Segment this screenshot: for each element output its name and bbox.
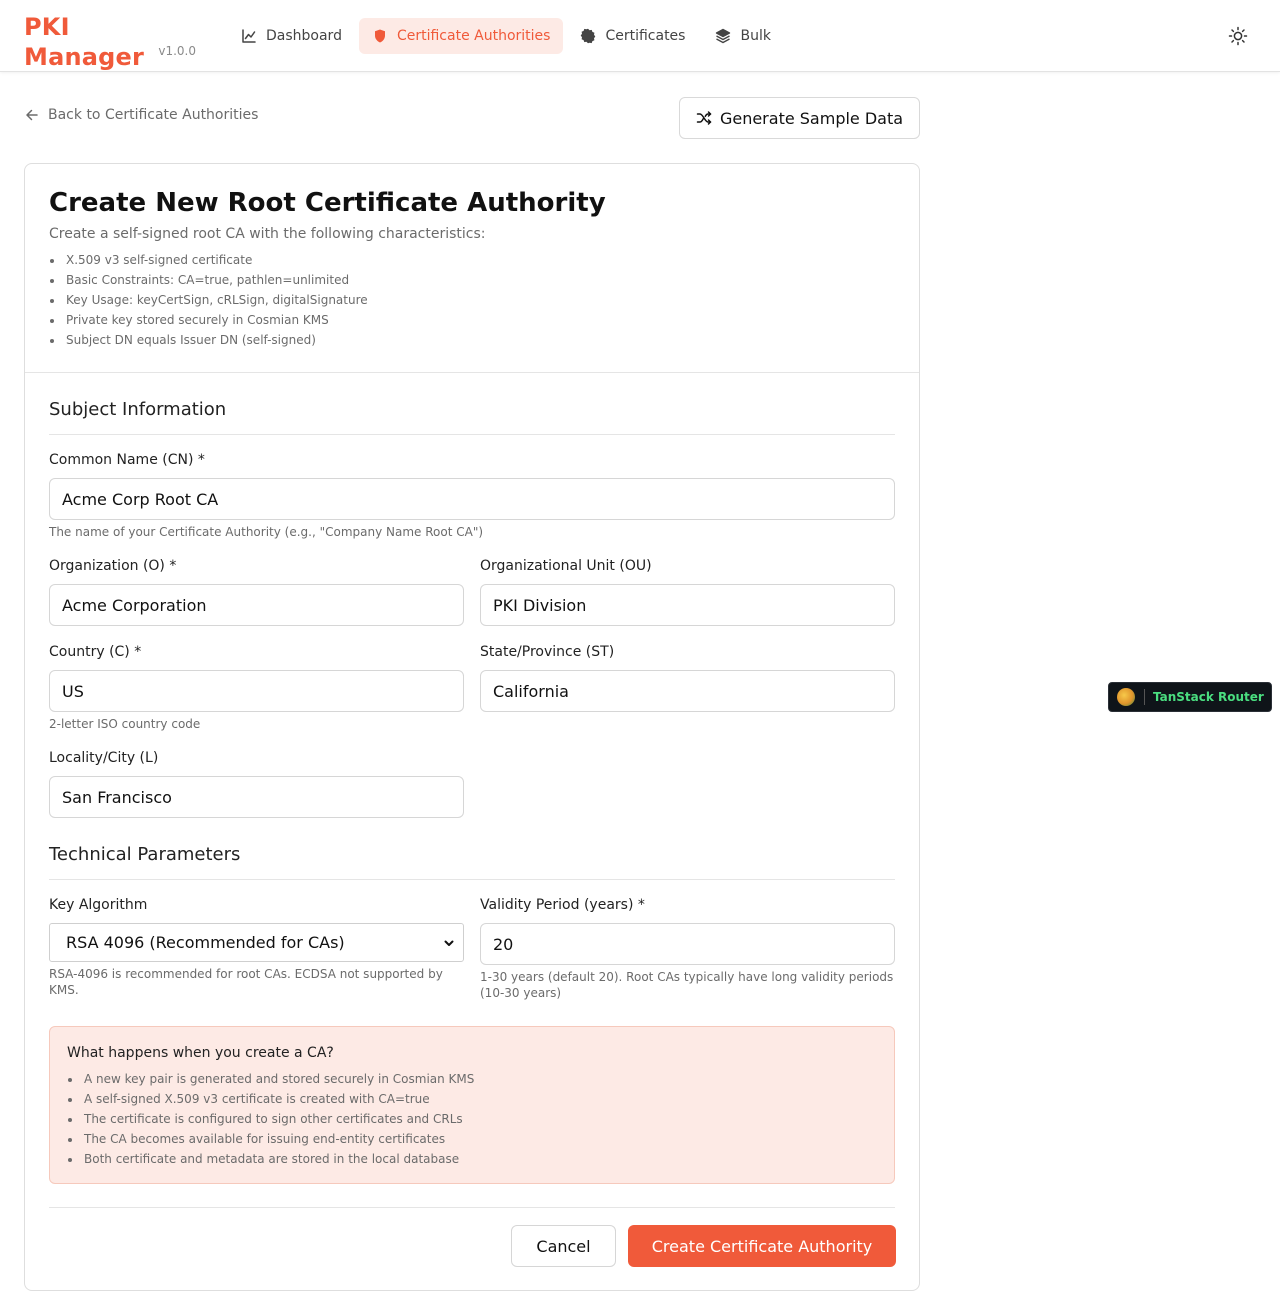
locality-label: Locality/City (L) xyxy=(49,750,159,766)
list-item: Subject DN equals Issuer DN (self-signed) xyxy=(49,330,368,350)
info-list xyxy=(67,1069,474,1169)
list-item: X.509 v3 self-signed certificate xyxy=(49,250,368,270)
technical-section-title: Technical Parameters xyxy=(49,844,241,865)
list-item: A new key pair is generated and stored securely in Cosmian KMS xyxy=(67,1069,474,1089)
theme-toggle-button[interactable] xyxy=(1224,22,1252,50)
page-title: Create New Root Certificate Authority xyxy=(49,188,606,218)
list-item: Private key stored securely in Cosmian KMS xyxy=(49,310,368,330)
country-hint: 2-letter ISO country code xyxy=(49,717,201,731)
chevron-down-icon xyxy=(443,937,455,949)
key-algorithm-hint: RSA-4096 is recommended for root CAs. ECDSA not supported by KMS. xyxy=(49,967,443,997)
nav-dashboard[interactable] xyxy=(228,18,355,54)
common-name-input[interactable]: Acme Corp Root CA xyxy=(49,478,895,520)
subject-section-title: Subject Information xyxy=(49,399,227,420)
certificate-badge-icon xyxy=(580,28,596,44)
shuffle-icon xyxy=(696,110,712,126)
nav-label: Certificate Authorities xyxy=(396,28,551,44)
divider xyxy=(1144,689,1145,705)
devtools-label: TanStack Router xyxy=(1153,690,1264,704)
ou-label: Organizational Unit (OU) xyxy=(480,558,652,574)
tanstack-logo-icon xyxy=(1117,688,1135,706)
app-version: v1.0.0 xyxy=(158,44,196,58)
nav-certificate-authorities[interactable] xyxy=(359,18,563,54)
key-algorithm-select[interactable] xyxy=(49,923,464,962)
tanstack-router-devtools-button[interactable] xyxy=(1108,682,1272,712)
section-divider xyxy=(49,434,895,435)
ca-creation-info-box xyxy=(49,1026,895,1184)
create-ca-button[interactable]: Create Certificate Authority xyxy=(628,1225,896,1267)
brand-title[interactable]: PKI Manager xyxy=(24,13,145,71)
nav-label: Dashboard xyxy=(266,28,342,44)
create-ca-card xyxy=(24,163,920,1291)
validity-period-input[interactable]: 20 xyxy=(480,923,895,965)
card-header xyxy=(25,164,919,373)
cn-label: Common Name (CN) * xyxy=(49,452,205,468)
sun-icon xyxy=(1228,26,1248,46)
ca-characteristics-list xyxy=(49,250,368,350)
validity-hint: 1-30 years (default 20). Root CAs typically have long validity periods (10-30 years) xyxy=(480,970,894,1000)
nav-bulk[interactable] xyxy=(702,18,783,54)
list-item: A self-signed X.509 v3 certificate is created with CA=true xyxy=(67,1089,474,1109)
info-title: What happens when you create a CA? xyxy=(67,1045,334,1061)
top-navigation-bar xyxy=(0,0,1280,72)
cn-hint: The name of your Certificate Authority (e.g., "Company Name Root CA") xyxy=(49,525,484,539)
nav-label: Bulk xyxy=(740,28,771,44)
section-divider xyxy=(49,879,895,880)
country-label: Country (C) * xyxy=(49,644,142,660)
nav-certificates[interactable] xyxy=(567,18,698,54)
shield-icon xyxy=(372,28,388,44)
sample-label: Generate Sample Data xyxy=(719,108,904,128)
footer-divider xyxy=(49,1207,895,1208)
country-input[interactable]: US xyxy=(49,670,464,712)
layers-icon xyxy=(715,28,731,44)
list-item: Both certificate and metadata are stored in the local database xyxy=(67,1149,474,1169)
main-nav xyxy=(228,18,784,54)
back-label: Back to Certificate Authorities xyxy=(48,107,259,123)
state-label: State/Province (ST) xyxy=(480,644,615,660)
page-description: Create a self-signed root CA with the following characteristics: xyxy=(49,226,486,242)
key-algorithm-value: RSA 4096 (Recommended for CAs) xyxy=(66,933,345,952)
chart-line-icon xyxy=(241,28,257,44)
state-input[interactable]: California xyxy=(480,670,895,712)
locality-input[interactable]: San Francisco xyxy=(49,776,464,818)
brand[interactable] xyxy=(24,12,196,72)
generate-sample-data-button[interactable] xyxy=(679,97,920,139)
org-label: Organization (O) * xyxy=(49,558,177,574)
key-algorithm-label: Key Algorithm xyxy=(49,897,148,913)
organization-input[interactable]: Acme Corporation xyxy=(49,584,464,626)
list-item: The certificate is configured to sign other certificates and CRLs xyxy=(67,1109,474,1129)
validity-label: Validity Period (years) * xyxy=(480,897,645,913)
cancel-button[interactable]: Cancel xyxy=(511,1225,616,1267)
organizational-unit-input[interactable]: PKI Division xyxy=(480,584,895,626)
back-to-cas-link[interactable] xyxy=(24,107,258,123)
list-item: Basic Constraints: CA=true, pathlen=unlimited xyxy=(49,270,368,290)
list-item: The CA becomes available for issuing end-entity certificates xyxy=(67,1129,474,1149)
arrow-left-icon xyxy=(24,107,40,123)
list-item: Key Usage: keyCertSign, cRLSign, digitalSignature xyxy=(49,290,368,310)
nav-label: Certificates xyxy=(605,28,686,44)
